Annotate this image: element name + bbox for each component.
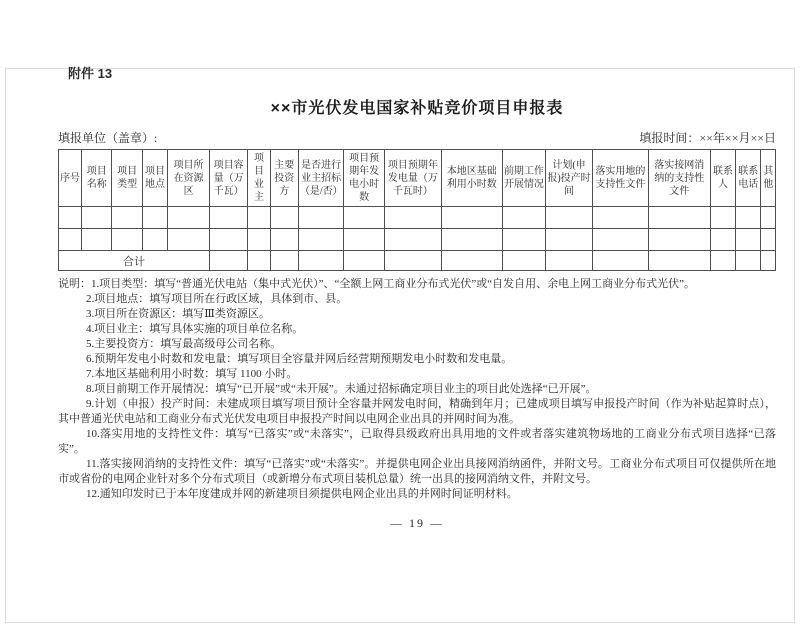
table-empty-cell <box>761 229 776 251</box>
table-empty-cell <box>736 229 761 251</box>
table-row <box>59 207 776 229</box>
note-item: 6.预期年发电小时数和发电量：填写项目全容量并网后经营期预期发电小时数和发电量。 <box>86 353 513 365</box>
table-header-cell: 前期工作开展情况 <box>502 150 545 207</box>
table-empty-cell <box>298 229 344 251</box>
note-item: 3.项目所在资源区：填写Ⅲ类资源区。 <box>86 308 270 320</box>
table-empty-cell <box>593 207 649 229</box>
note-item: 2.项目地点：填写项目所在行政区域，具体到市、县。 <box>86 293 348 305</box>
table-header-cell: 项目所在资源区 <box>168 150 210 207</box>
total-empty-cell <box>384 251 441 271</box>
table-empty-cell <box>648 229 710 251</box>
note-item: 11.落实接网消纳的支持性文件：填写“已落实”或“未落实”。并提供电网企业出具接网消纳函件，并附文号。工商业分布式项目可仅提供所在地市或省份的电网企业针对多个分布式项目（或新增分布式项目装机总量）统一出具的接网消纳文件，并附文号。 <box>58 458 776 485</box>
table-empty-cell <box>82 229 112 251</box>
total-empty-cell <box>761 251 776 271</box>
table-empty-cell <box>270 229 298 251</box>
total-empty-cell <box>270 251 298 271</box>
notes-prefix: 说明： <box>58 278 91 290</box>
table-head <box>59 150 776 207</box>
total-empty-cell <box>648 251 710 271</box>
table-empty-cell <box>59 207 82 229</box>
total-empty-cell <box>593 251 649 271</box>
table-header-cell: 项目名称 <box>82 150 112 207</box>
table-empty-cell <box>270 207 298 229</box>
table-empty-cell <box>112 207 142 229</box>
table-empty-cell <box>298 207 344 229</box>
table-empty-cell <box>710 207 735 229</box>
table-empty-cell <box>710 229 735 251</box>
table-empty-cell <box>384 229 441 251</box>
note-item: 12.通知印发时已于本年度建成并网的新建项目须提供电网企业出具的并网时间证明材料。 <box>86 488 518 500</box>
table-header-cell: 联系人 <box>710 150 735 207</box>
table-header-row <box>59 150 776 207</box>
table-header-cell: 项目预期年发电小时数 <box>344 150 384 207</box>
table-header-cell: 项目地点 <box>142 150 167 207</box>
table-empty-cell <box>648 207 710 229</box>
table-empty-cell <box>441 207 502 229</box>
table-empty-cell <box>210 207 248 229</box>
form-meta-row <box>58 129 776 146</box>
total-empty-cell <box>546 251 593 271</box>
table-header-cell: 落实用地的支持性文件 <box>593 150 649 207</box>
table-empty-cell <box>112 229 142 251</box>
note-item: 7.本地区基础利用小时数：填写 1100 小时。 <box>86 368 298 380</box>
table-header-cell: 本地区基础利用小时数 <box>441 150 502 207</box>
note-item: 5.主要投资方：填写最高级母公司名称。 <box>86 338 282 350</box>
table-header-cell: 项目容量（万千瓦） <box>210 150 248 207</box>
total-empty-cell <box>210 251 248 271</box>
total-empty-cell <box>502 251 545 271</box>
table-header-cell: 项目预期年发电量（万千瓦时） <box>384 150 441 207</box>
total-empty-cell <box>298 251 344 271</box>
table-header-cell: 主要投资方 <box>270 150 298 207</box>
table-header-cell: 项目类型 <box>112 150 142 207</box>
total-empty-cell <box>710 251 735 271</box>
note-text: 1.项目类型：填写“普通光伏电站（集中式光伏）”、“全额上网工商业分布式光伏”或“自发自用、余电上网工商业分布式光伏”。 <box>91 278 696 290</box>
table-empty-cell <box>168 229 210 251</box>
table-empty-cell <box>59 229 82 251</box>
table-empty-cell <box>502 207 545 229</box>
attachment-label: 附件 13 <box>68 66 113 81</box>
document-page <box>58 63 776 531</box>
table-empty-cell <box>344 229 384 251</box>
table-empty-cell <box>384 207 441 229</box>
table-total-row <box>59 251 776 271</box>
table-header-cell: 其他 <box>761 150 776 207</box>
table-empty-cell <box>248 207 270 229</box>
table-empty-cell <box>593 229 649 251</box>
table-header-cell: 是否进行业主招标（是/否） <box>298 150 344 207</box>
note-item: 8.项目前期工作开展情况：填写“已开展”或“未开展”。未通过招标确定项目业主的项目此处选择“已开展”。 <box>86 383 597 395</box>
total-empty-cell <box>344 251 384 271</box>
table-empty-cell <box>210 229 248 251</box>
table-row <box>59 229 776 251</box>
note-item: 4.项目业主：填写具体实施的项目单位名称。 <box>86 323 304 335</box>
table-empty-cell <box>142 207 167 229</box>
table-empty-cell <box>546 229 593 251</box>
total-empty-cell <box>736 251 761 271</box>
form-unit-label: 填报单位（盖章）: <box>58 131 158 145</box>
total-label-cell: 合计 <box>59 251 210 271</box>
total-empty-cell <box>441 251 502 271</box>
notes-section <box>58 277 776 502</box>
table-empty-cell <box>248 229 270 251</box>
form-time-label: 填报时间：××年××月××日 <box>639 131 776 145</box>
table-empty-cell <box>761 207 776 229</box>
table-empty-cell <box>142 229 167 251</box>
table-header-cell: 项目业主 <box>248 150 270 207</box>
table-body <box>59 207 776 271</box>
table-empty-cell <box>168 207 210 229</box>
total-empty-cell <box>248 251 270 271</box>
note-item: 10.落实用地的支持性文件：填写“已落实”或“未落实”，已取得县级政府出具用地的文件或者落实建筑物场地的工商业分布式项目选择“已落实”。 <box>58 428 776 455</box>
table-empty-cell <box>546 207 593 229</box>
table-header-cell: 落实接网消纳的支持性文件 <box>648 150 710 207</box>
note-item <box>58 277 776 292</box>
note-item: 9.计划（申报）投产时间：未建成项目填写项目预计全容量并网发电时间，精确到年月；已建成项目填写申报投产时间（作为补贴起算时点），其中普通光伏电站和工商业分布式光伏发电项目申报投产时间以电网企业出具的并网时间为准。 <box>58 398 776 425</box>
table-empty-cell <box>441 229 502 251</box>
page-number: — 19 — <box>390 516 444 530</box>
table-empty-cell <box>344 207 384 229</box>
table-header-cell: 计划(申报)投产时间 <box>546 150 593 207</box>
table-empty-cell <box>502 229 545 251</box>
table-header-cell: 联系电话 <box>736 150 761 207</box>
application-table <box>58 149 776 271</box>
table-header-cell: 序号 <box>59 150 82 207</box>
page-title: ××市光伏发电国家补贴竞价项目申报表 <box>270 100 564 117</box>
table-empty-cell <box>82 207 112 229</box>
table-empty-cell <box>736 207 761 229</box>
